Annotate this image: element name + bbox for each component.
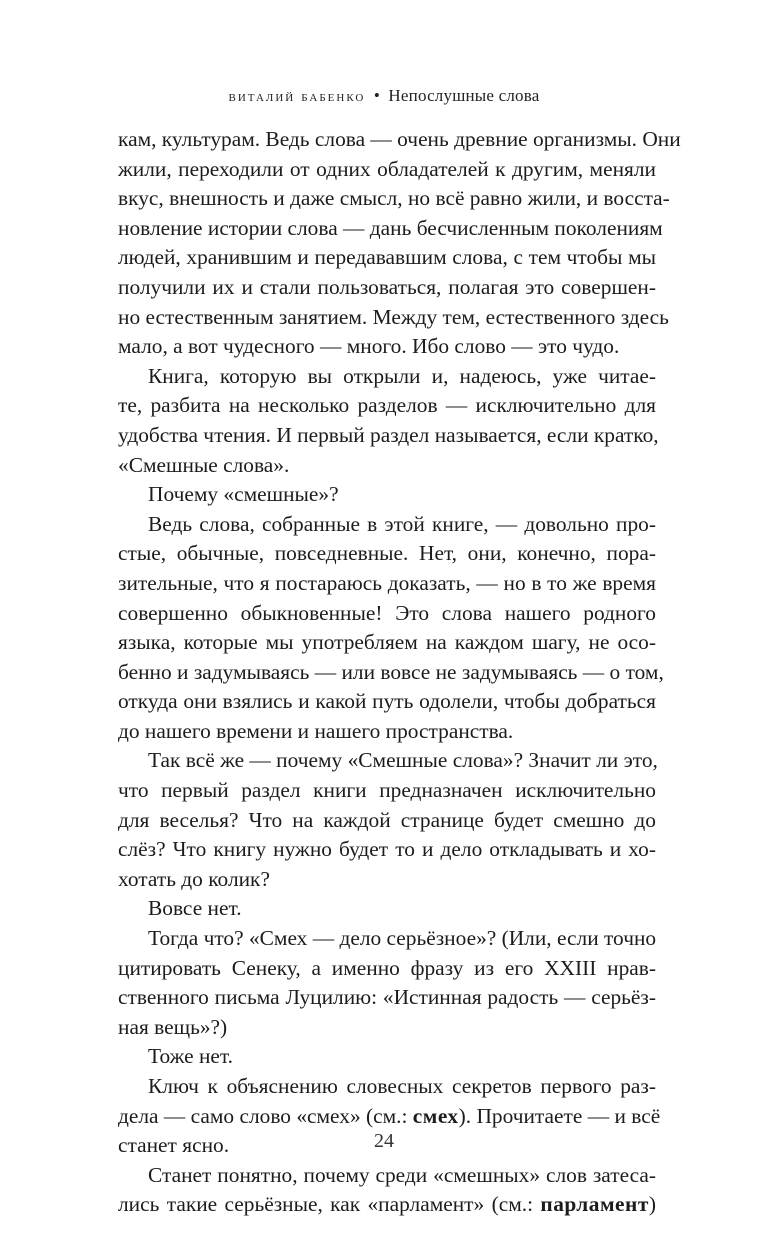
- paragraph-start-line: Тоже нет.: [148, 1044, 233, 1069]
- text-line: получили их и стали пользоваться, полагая это совершен-: [118, 274, 656, 299]
- paragraph-start-line: Вовсе нет.: [148, 896, 242, 921]
- running-head-title: Непослушные слова: [388, 86, 540, 105]
- paragraph-start-line: Станет понятно, почему среди «смешных» слов затеса-: [148, 1162, 656, 1187]
- paragraph-start-line: Ключ к объяснению словесных секретов первого раз-: [148, 1074, 656, 1098]
- text-line: стые, обычные, повседневные. Нет, они, конечно, пора-: [118, 541, 656, 566]
- text-fragment: дела — само слово «смех» (см.:: [118, 1103, 413, 1128]
- text-line: что первый раздел книги предназначен исключительно: [118, 778, 656, 803]
- text-line: [118, 1190, 656, 1220]
- text-line: станет ясно.: [118, 1133, 230, 1158]
- text-line: «Смешные слова».: [118, 452, 290, 477]
- text-line: мало, а вот чудесного — много. Ибо слово — это чудо.: [118, 334, 620, 359]
- text-fragment: лись такие серьёзные, как «парламент» (см.:: [118, 1192, 541, 1217]
- text-line: откуда они взялись и какой путь одолели, чтобы добраться: [118, 689, 656, 714]
- text-line: новление истории слова — дань бесчисленным поколениям: [118, 215, 663, 240]
- text-fragment: ): [648, 1192, 656, 1217]
- paragraph-start-line: Почему «смешные»?: [148, 482, 339, 507]
- text-line: языка, которые мы употребляем на каждом шагу, не осо-: [118, 630, 656, 655]
- text-line: совершенно обыкновенные! Это слова нашего родного: [118, 600, 656, 625]
- text-line: ная вещь»?): [118, 1014, 228, 1039]
- text-line: [118, 1102, 661, 1132]
- body-text: [118, 125, 681, 1220]
- running-head-separator: •: [373, 86, 380, 105]
- text-line: хотать до колик?: [118, 866, 270, 891]
- text-fragment: ). Прочитаете — и всё: [458, 1103, 661, 1128]
- text-line: зительные, что я постараюсь доказать, — но в то же время: [118, 570, 656, 595]
- text-line: бенно и задумываясь — или вовсе не задумываясь — о том,: [118, 659, 664, 684]
- text-line: жили, переходили от одних обладателей к другим, меняли: [118, 156, 656, 181]
- text-line: цитировать Сенеку, а именно фразу из его XXIII нрав-: [118, 955, 656, 980]
- cross-reference-smekh: смех: [412, 1103, 459, 1128]
- text-line: удобства чтения. И первый раздел называется, если кратко,: [118, 422, 659, 447]
- text-line: людей, хранившим и передававшим слова, с тем чтобы мы: [118, 245, 656, 270]
- text-line: кам, культурам. Ведь слова — очень древние организмы. Они: [118, 127, 681, 151]
- paragraph-start-line: Тогда что? «Смех — дело серьёзное»? (Или, если точно: [148, 926, 657, 951]
- paragraph-start-line: Книга, которую вы открыли и, надеюсь, уже читае-: [148, 363, 656, 388]
- text-line: те, разбита на несколько разделов — исключительно для: [118, 393, 656, 418]
- cross-reference-parlament: парламент: [540, 1192, 649, 1217]
- text-line: для веселья? Что на каждой странице будет смешно до: [118, 807, 656, 832]
- text-line: слёз? Что книгу нужно будет то и дело откладывать и хо-: [118, 837, 656, 862]
- paragraph-start-line: Ведь слова, собранные в этой книге, — довольно про-: [148, 511, 656, 536]
- text-line: но естественным занятием. Между тем, естественного здесь: [118, 304, 669, 329]
- running-head: [0, 86, 768, 106]
- text-line: вкус, внешность и даже смысл, но всё равно жили, и восста-: [118, 186, 670, 211]
- page-number: 24: [374, 1130, 394, 1152]
- text-line: до нашего времени и нашего пространства.: [118, 718, 514, 743]
- text-line: ственного письма Луцилию: «Истинная радость — серьёз-: [118, 985, 656, 1010]
- paragraph-start-line: Так всё же — почему «Смешные слова»? Значит ли это,: [148, 748, 658, 773]
- running-head-author: виталий бабенко: [228, 88, 366, 105]
